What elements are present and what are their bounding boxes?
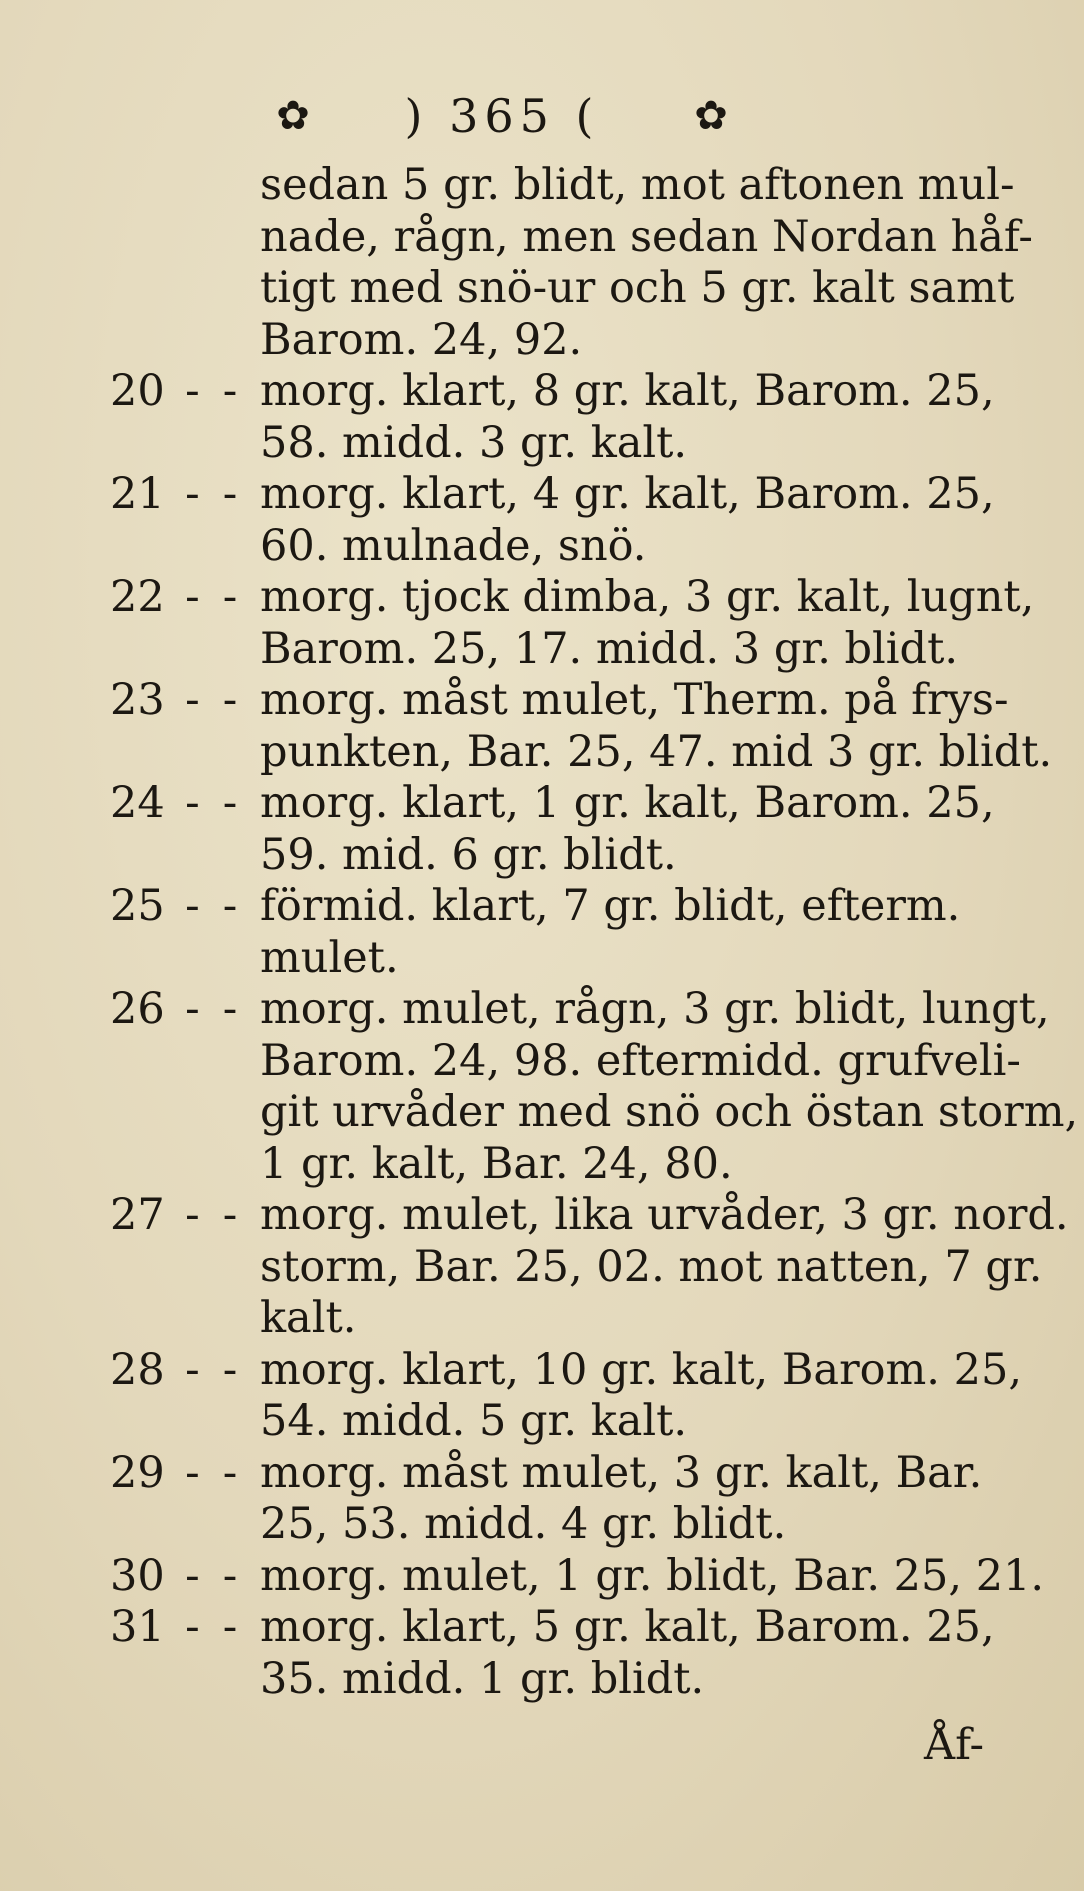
dash: - <box>185 1447 200 1498</box>
line-text: kalt. <box>260 1293 357 1343</box>
catchword: Åf- <box>924 1720 984 1770</box>
line-text: morg. klart, 10 gr. kalt, Barom. 25, <box>260 1344 1023 1395</box>
line-text: 25, 53. midd. 4 gr. blidt. <box>260 1499 787 1549</box>
text-line <box>90 1396 990 1448</box>
day-number: 27 <box>110 1190 165 1240</box>
day-marker <box>110 1448 260 1500</box>
line-text: 59. mid. 6 gr. blidt. <box>260 829 677 880</box>
dash: - <box>185 366 200 416</box>
text-line <box>90 1139 990 1191</box>
text-line <box>90 675 1009 727</box>
day-number: 30 <box>110 1550 165 1601</box>
line-text: förmid. klart, 7 gr. blidt, efterm. <box>260 881 961 931</box>
dash: - <box>222 1344 238 1395</box>
day-number: 23 <box>110 675 165 725</box>
day-marker <box>110 675 260 727</box>
text-line <box>90 1448 990 1500</box>
text-line <box>90 881 990 933</box>
dash: - <box>222 1550 238 1601</box>
line-text: 35. midd. 1 gr. blidt. <box>260 1653 705 1704</box>
text-line <box>90 469 995 521</box>
day-marker <box>110 1190 260 1242</box>
line-text: tigt med snö-ur och 5 gr. kalt samt <box>260 263 1015 313</box>
day-marker <box>110 1602 260 1654</box>
text-line <box>90 366 995 418</box>
dash: - <box>222 366 238 416</box>
text-line <box>90 1602 995 1654</box>
weather-log <box>90 160 1079 1705</box>
text-line <box>90 778 995 830</box>
text-line <box>90 933 990 985</box>
dash: - <box>222 1190 238 1240</box>
day-marker <box>110 572 260 624</box>
text-line <box>90 1087 1079 1139</box>
line-text: morg. klart, 8 gr. kalt, Barom. 25, <box>260 366 995 416</box>
day-marker <box>110 1345 260 1397</box>
text-line <box>90 1190 1069 1242</box>
line-text: morg. mulet, rågn, 3 gr. blidt, lungt, <box>260 984 1050 1034</box>
line-text: morg. klart, 4 gr. kalt, Barom. 25, <box>260 469 995 519</box>
dash: - <box>185 1344 200 1395</box>
dash: - <box>222 469 238 519</box>
line-text: Barom. 24, 98. eftermidd. grufveli- <box>260 1035 1021 1086</box>
day-number: 24 <box>110 778 165 828</box>
text-line <box>90 160 1015 212</box>
line-text: morg. måst mulet, Therm. på frys- <box>260 675 1009 725</box>
day-number: 22 <box>110 572 165 622</box>
day-marker <box>110 469 260 521</box>
line-text: mulet. <box>260 932 399 983</box>
day-number: 21 <box>110 469 165 519</box>
line-text: 54. midd. 5 gr. kalt. <box>260 1396 688 1446</box>
text-line <box>90 726 1053 779</box>
text-line <box>90 624 990 676</box>
dash: - <box>185 572 200 622</box>
day-number: 20 <box>110 366 165 416</box>
dash: - <box>185 1550 200 1601</box>
line-text: git urvåder med snö och östan storm, <box>260 1087 1079 1137</box>
line-text: morg. mulet, 1 gr. blidt, Bar. 25, 21. <box>260 1550 1045 1601</box>
dash: - <box>185 984 200 1034</box>
page-header <box>272 86 732 146</box>
text-line <box>90 1499 990 1551</box>
line-text: morg. klart, 1 gr. kalt, Barom. 25, <box>260 778 995 828</box>
text-line <box>90 418 990 470</box>
line-text: storm, Bar. 25, 02. mot natten, 7 gr. <box>260 1241 1043 1292</box>
dash: - <box>185 1190 200 1240</box>
day-marker <box>110 881 260 933</box>
day-number: 31 <box>110 1602 165 1652</box>
page-number: ) 365 ( <box>404 89 600 143</box>
line-text: morg. måst mulet, 3 gr. kalt, Bar. <box>260 1447 983 1498</box>
text-line <box>90 263 1015 315</box>
text-line <box>90 830 990 882</box>
text-line <box>90 1035 1021 1088</box>
day-marker <box>110 984 260 1036</box>
line-text: morg. klart, 5 gr. kalt, Barom. 25, <box>260 1602 995 1652</box>
text-line <box>90 315 990 367</box>
text-line <box>90 1293 990 1345</box>
dash: - <box>222 675 238 725</box>
ornament-right-icon: ✿ <box>694 93 728 139</box>
dash: - <box>185 469 200 519</box>
day-number: 25 <box>110 881 165 931</box>
dash: - <box>185 675 200 725</box>
dash: - <box>222 1447 238 1498</box>
line-text: morg. mulet, lika urvåder, 3 gr. nord. <box>260 1190 1069 1240</box>
text-line <box>90 521 990 573</box>
line-text: 58. midd. 3 gr. kalt. <box>260 417 688 468</box>
line-text: nade, rågn, men sedan Nordan håf- <box>260 211 1033 262</box>
dash: - <box>185 881 200 931</box>
text-line <box>90 1550 1045 1603</box>
text-line <box>90 1344 1023 1397</box>
dash: - <box>222 572 238 622</box>
line-text: morg. tjock dimba, 3 gr. kalt, lugnt, <box>260 572 1035 622</box>
day-number: 26 <box>110 984 165 1034</box>
line-text: Barom. 25, 17. midd. 3 gr. blidt. <box>260 623 959 674</box>
day-marker <box>110 1551 260 1603</box>
text-line <box>90 572 1035 624</box>
dash: - <box>222 881 238 931</box>
text-line <box>90 1654 990 1706</box>
line-text: Barom. 24, 92. <box>260 314 583 365</box>
line-text: 60. mulnade, snö. <box>260 520 647 571</box>
ornament-left-icon: ✿ <box>276 93 310 139</box>
dash: - <box>222 984 238 1034</box>
line-text: punkten, Bar. 25, 47. mid 3 gr. blidt. <box>260 726 1053 777</box>
line-text: sedan 5 gr. blidt, mot aftonen mul- <box>260 160 1015 210</box>
day-number: 29 <box>110 1447 165 1498</box>
day-number: 28 <box>110 1344 165 1395</box>
text-line <box>90 984 1050 1036</box>
dash: - <box>222 1602 238 1652</box>
text-line <box>90 211 1033 264</box>
dash: - <box>222 778 238 828</box>
line-text: 1 gr. kalt, Bar. 24, 80. <box>260 1138 733 1189</box>
dash: - <box>185 778 200 828</box>
day-marker <box>110 366 260 418</box>
day-marker <box>110 778 260 830</box>
text-line <box>90 1241 1043 1294</box>
dash: - <box>185 1602 200 1652</box>
